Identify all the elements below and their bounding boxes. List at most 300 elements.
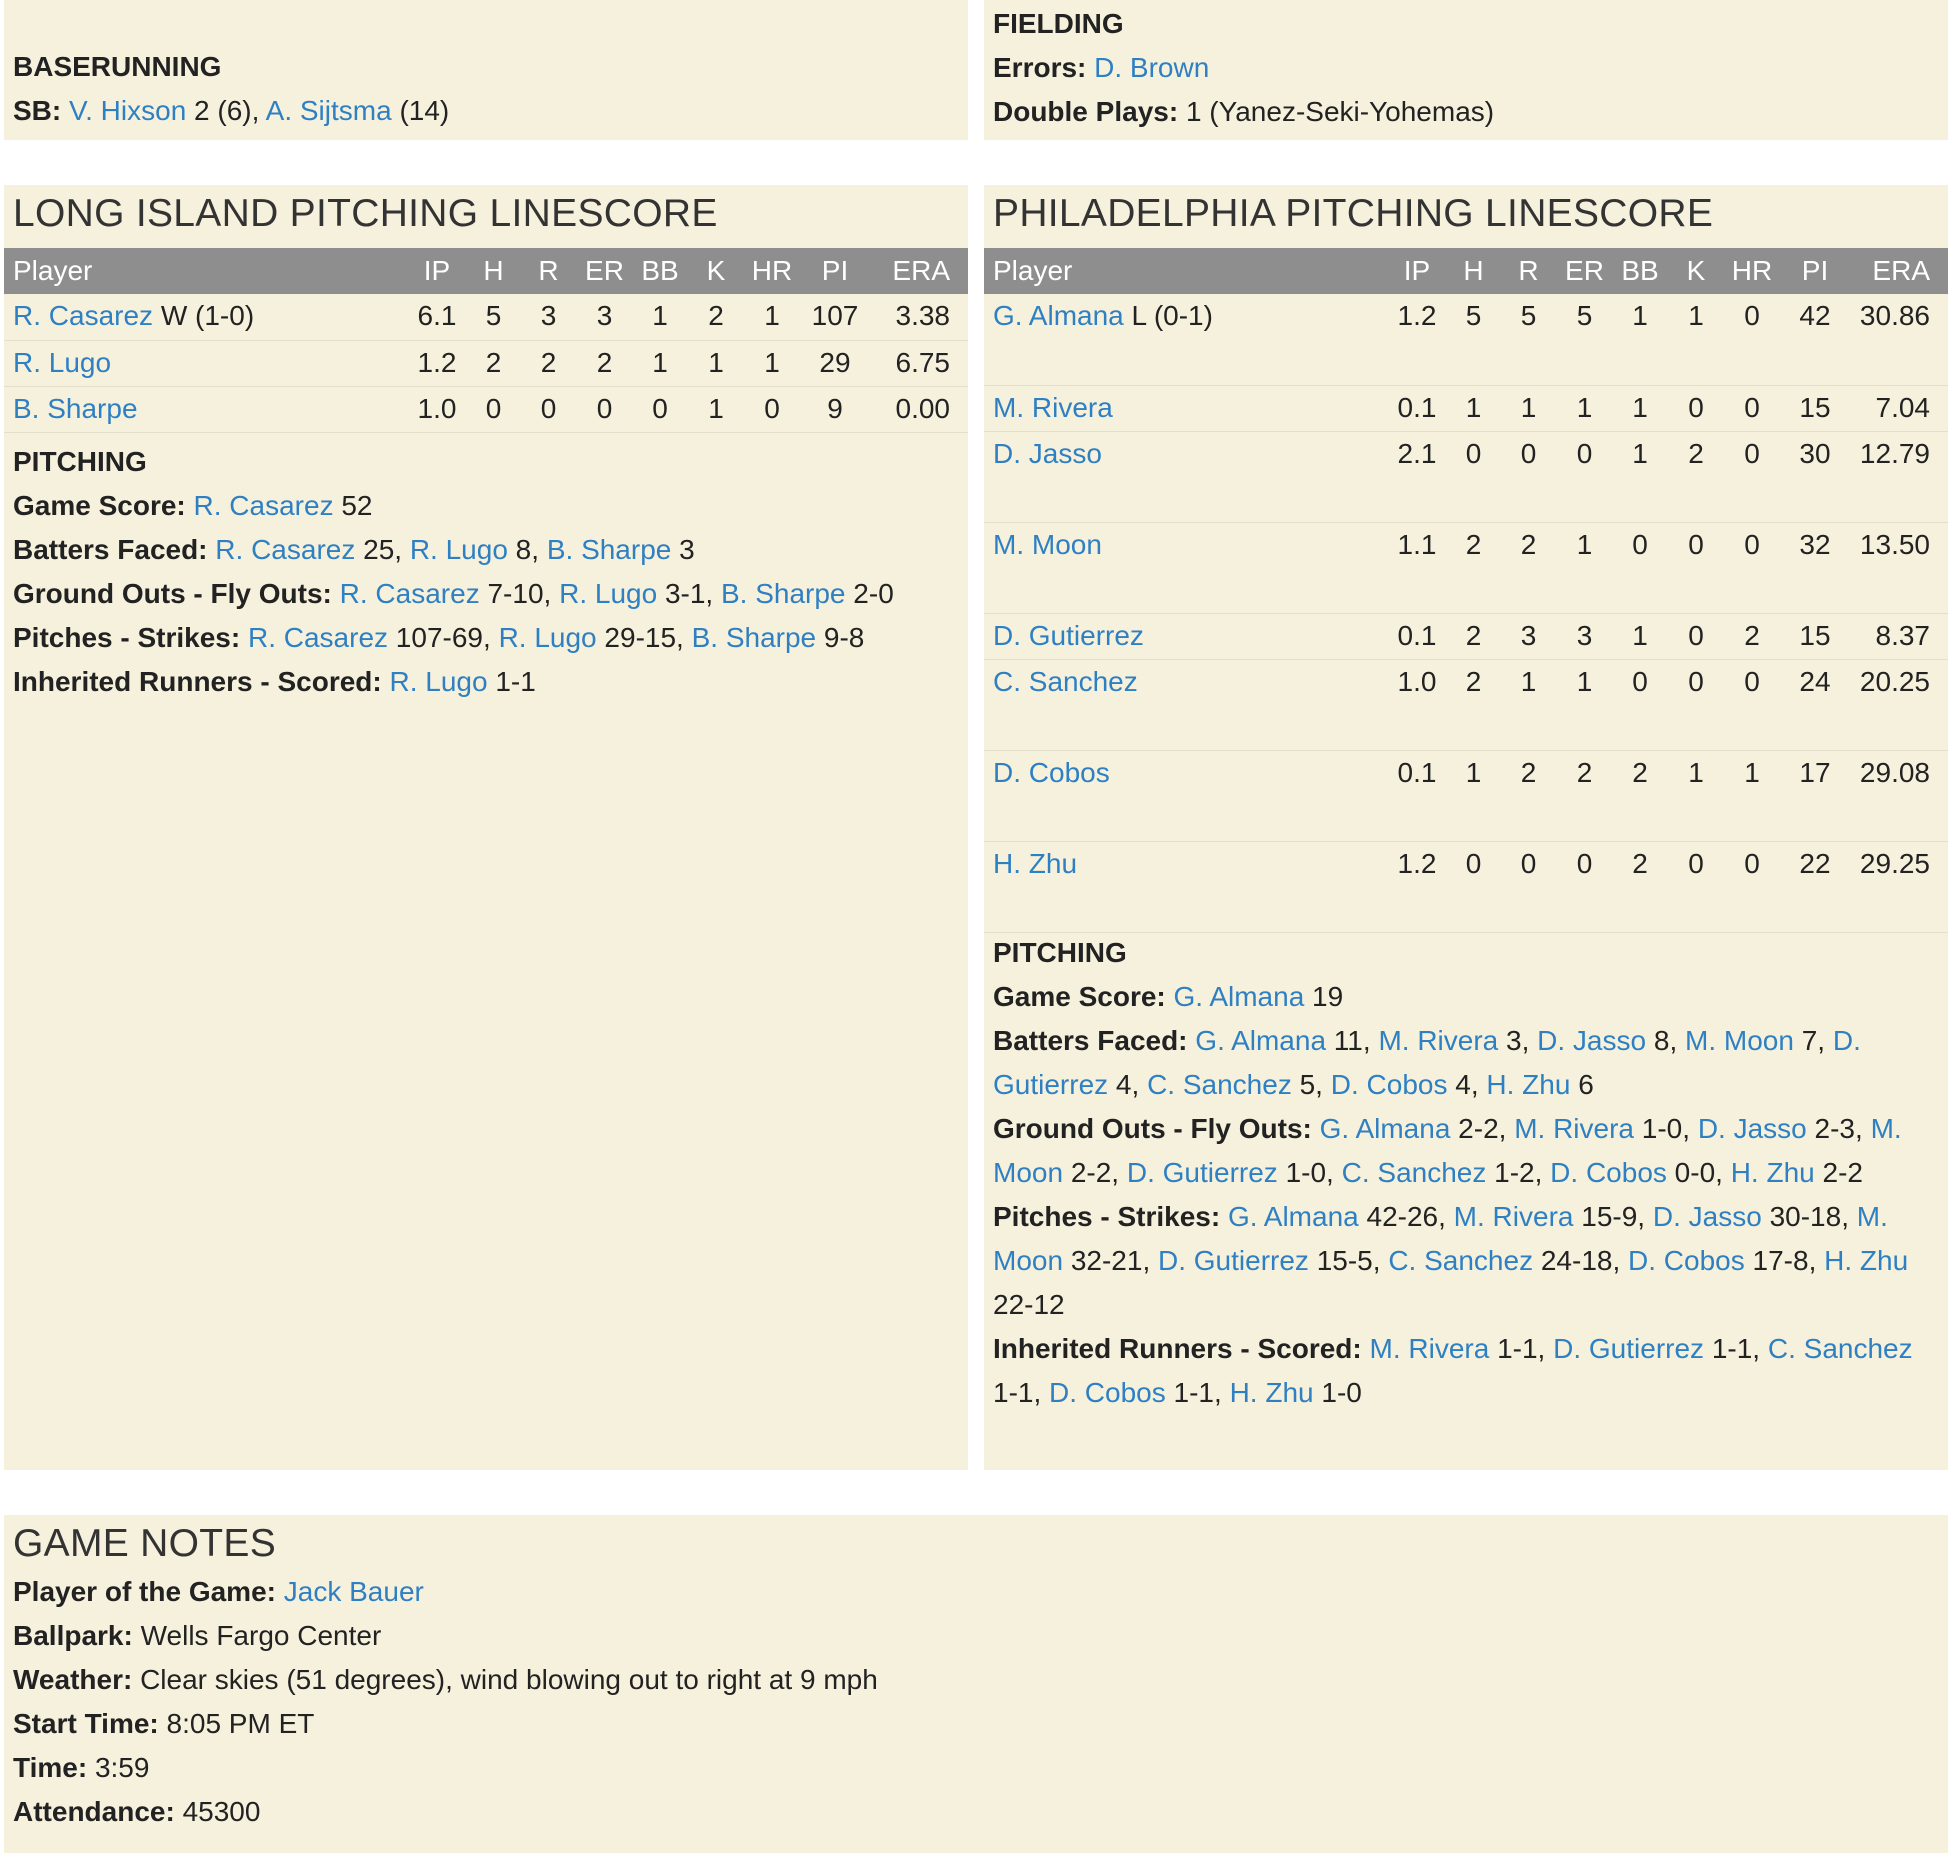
col-bb: BB — [632, 248, 688, 294]
col-player: Player — [984, 248, 1387, 294]
cell-player — [984, 294, 1387, 385]
player-link[interactable]: M. Moon — [993, 1201, 1888, 1276]
cell-er: 1 — [1557, 659, 1612, 750]
long-island-pitching-panel — [4, 185, 968, 1470]
player-link[interactable]: R. Casarez — [215, 534, 356, 565]
col-bb: BB — [1612, 248, 1668, 294]
stat-text: 9-8 — [816, 622, 865, 653]
cell-ip: 1.0 — [1387, 659, 1447, 750]
player-link[interactable]: M. Rivera — [993, 391, 1113, 423]
player-link[interactable]: C. Sanchez — [1341, 1157, 1487, 1188]
double-plays-line — [993, 90, 1938, 134]
duration-line — [13, 1746, 1938, 1790]
stat-text: 32-21, — [1063, 1245, 1158, 1276]
cell-era: 3.38 — [870, 294, 968, 340]
cell-ip: 1.2 — [407, 340, 467, 386]
stat-text: 11, — [1326, 1025, 1379, 1056]
col-player: Player — [4, 248, 407, 294]
cell-k: 2 — [688, 294, 744, 340]
cell-bb: 1 — [1612, 294, 1668, 385]
cell-r: 3 — [1500, 613, 1557, 659]
cell-era: 6.75 — [870, 340, 968, 386]
table-row — [984, 613, 1948, 659]
attendance-label: Attendance: — [13, 1796, 175, 1827]
player-link[interactable]: G. Almana — [1227, 1201, 1359, 1232]
stat-text: 17-8, — [1744, 1245, 1825, 1276]
ballpark-line — [13, 1614, 1938, 1658]
cell-k: 0 — [1668, 522, 1724, 613]
cell-player — [984, 522, 1387, 613]
stat-text: 8, — [507, 534, 547, 565]
stat-text: 4, — [1447, 1069, 1487, 1100]
player-link[interactable]: D. Cobos — [1049, 1377, 1166, 1408]
stat-text: 3, — [1498, 1025, 1538, 1056]
cell-er: 3 — [1557, 613, 1612, 659]
cell-era: 30.86 — [1850, 294, 1948, 385]
col-pi: PI — [800, 248, 870, 294]
start-time-value: 8:05 PM ET — [158, 1708, 315, 1739]
stat-text: 2-0 — [845, 578, 894, 609]
cell-k: 1 — [688, 340, 744, 386]
cell-k: 1 — [1668, 294, 1724, 385]
table-header-row — [4, 248, 968, 294]
cell-bb: 1 — [1612, 613, 1668, 659]
inherited-runners-line — [13, 660, 948, 704]
cell-bb: 0 — [632, 386, 688, 432]
cell-k: 2 — [1668, 431, 1724, 522]
player-link[interactable]: D. Gutierrez — [993, 1025, 1861, 1100]
cell-pi: 107 — [800, 294, 870, 340]
col-era: ERA — [1850, 248, 1948, 294]
stat-text: 7, — [1793, 1025, 1833, 1056]
player-link[interactable]: M. Rivera — [1378, 1025, 1499, 1056]
batters-faced-line — [13, 528, 948, 572]
col-ip: IP — [407, 248, 467, 294]
stat-text: 24-18, — [1533, 1245, 1629, 1276]
stat-text: 1-1 — [487, 666, 536, 697]
cell-era: 7.04 — [1850, 385, 1948, 431]
ground-fly-outs-label: Ground Outs - Fly Outs: — [993, 1113, 1312, 1144]
table-row — [984, 522, 1948, 613]
player-link[interactable]: B. Sharpe — [546, 534, 672, 565]
cell-pi: 32 — [1780, 522, 1850, 613]
cell-h: 5 — [1447, 294, 1500, 385]
table-row — [984, 750, 1948, 841]
ballpark-label: Ballpark: — [13, 1620, 133, 1651]
cell-player — [984, 750, 1387, 841]
col-hr: HR — [744, 248, 800, 294]
stat-text: 22-12 — [993, 1289, 1065, 1320]
baserunning-panel — [4, 0, 968, 140]
player-link[interactable]: Jack Bauer — [283, 1576, 424, 1607]
fielding-heading: FIELDING — [993, 8, 1124, 39]
cell-h: 2 — [1447, 613, 1500, 659]
cell-k: 0 — [1668, 841, 1724, 932]
cell-er: 2 — [577, 340, 632, 386]
cell-ip: 0.1 — [1387, 750, 1447, 841]
stat-text: 15-9, — [1573, 1201, 1653, 1232]
errors-line — [993, 46, 1938, 90]
errors-label: Errors: — [993, 52, 1087, 83]
cell-k: 1 — [1668, 750, 1724, 841]
player-link[interactable]: R. Casarez — [339, 578, 480, 609]
cell-ip: 1.2 — [1387, 294, 1447, 385]
cell-bb: 2 — [1612, 841, 1668, 932]
cell-pi: 30 — [1780, 431, 1850, 522]
cell-bb: 1 — [632, 340, 688, 386]
player-link[interactable]: H. Zhu — [993, 847, 1078, 879]
cell-r: 3 — [520, 294, 577, 340]
cell-player — [984, 841, 1387, 932]
cell-hr: 0 — [1724, 431, 1780, 522]
col-h: H — [1447, 248, 1500, 294]
player-link[interactable]: D. Gutierrez — [1126, 1157, 1278, 1188]
cell-r: 1 — [1500, 385, 1557, 431]
game-score-label: Game Score: — [13, 490, 186, 521]
duration-label: Time: — [13, 1752, 88, 1783]
player-link[interactable]: G. Almana — [1173, 981, 1305, 1012]
player-link[interactable]: R. Lugo — [409, 534, 508, 565]
pitching-heading: PITCHING — [13, 446, 147, 477]
stat-text: 1-0 — [1313, 1377, 1362, 1408]
player-link[interactable]: C. Sanchez — [1388, 1245, 1534, 1276]
cell-ip: 1.2 — [1387, 841, 1447, 932]
player-link[interactable]: M. Moon — [993, 1113, 1902, 1188]
game-notes-panel — [4, 1515, 1948, 1853]
table-header-row — [984, 248, 1948, 294]
cell-k: 0 — [1668, 659, 1724, 750]
cell-pi: 9 — [800, 386, 870, 432]
duration-value: 3:59 — [87, 1752, 150, 1783]
player-link[interactable]: D. Gutierrez — [1553, 1333, 1705, 1364]
ballpark-value: Wells Fargo Center — [132, 1620, 382, 1651]
cell-er: 0 — [577, 386, 632, 432]
cell-era: 13.50 — [1850, 522, 1948, 613]
stat-text: (14) — [391, 95, 450, 126]
player-link[interactable]: D. Jasso — [993, 437, 1102, 469]
cell-pi: 15 — [1780, 613, 1850, 659]
batters-faced-line — [993, 1019, 1928, 1107]
stat-text: 30-18, — [1761, 1201, 1857, 1232]
stat-text: 4, — [1108, 1069, 1148, 1100]
game-notes-title: GAME NOTES — [13, 1522, 277, 1565]
cell-bb: 1 — [632, 294, 688, 340]
table-row — [984, 659, 1948, 750]
pitches-strikes-label: Pitches - Strikes: — [993, 1201, 1221, 1232]
col-er: ER — [1557, 248, 1612, 294]
table-row — [4, 386, 968, 432]
table-row — [984, 385, 1948, 431]
weather-line — [13, 1658, 1938, 1702]
cell-ip: 1.0 — [407, 386, 467, 432]
stat-text: 3-1, — [657, 578, 721, 609]
pitches-strikes-line — [13, 616, 948, 660]
player-link[interactable]: H. Zhu — [1824, 1245, 1909, 1276]
cell-k: 1 — [688, 386, 744, 432]
cell-hr: 0 — [1724, 385, 1780, 431]
cell-bb: 1 — [1612, 431, 1668, 522]
table-row — [984, 294, 1948, 385]
player-link[interactable]: B. Sharpe — [691, 622, 817, 653]
long-island-linescore-table — [4, 248, 968, 433]
stat-text: 1-1, — [1489, 1333, 1554, 1364]
player-link[interactable]: D. Cobos — [1550, 1157, 1667, 1188]
cell-player — [984, 385, 1387, 431]
cell-pi: 22 — [1780, 841, 1850, 932]
stat-text: 52 — [333, 490, 373, 521]
col-pi: PI — [1780, 248, 1850, 294]
cell-r: 0 — [520, 386, 577, 432]
cell-hr: 0 — [744, 386, 800, 432]
cell-bb: 1 — [1612, 385, 1668, 431]
cell-hr: 1 — [1724, 750, 1780, 841]
cell-hr: 2 — [1724, 613, 1780, 659]
player-link[interactable]: D. Gutierrez — [993, 619, 1144, 651]
player-link[interactable]: R. Casarez — [247, 622, 389, 653]
stat-text: 107-69, — [388, 622, 499, 653]
start-time-line — [13, 1702, 1938, 1746]
stolen-bases-line — [13, 89, 958, 133]
player-link[interactable]: R. Lugo — [498, 622, 597, 653]
cell-er: 0 — [1557, 841, 1612, 932]
cell-era: 0.00 — [870, 386, 968, 432]
player-of-game-line — [13, 1570, 1938, 1614]
stat-text: 1-2, — [1486, 1157, 1551, 1188]
player-link[interactable]: R. Lugo — [559, 578, 658, 609]
cell-bb: 2 — [1612, 750, 1668, 841]
batters-faced-label: Batters Faced: — [13, 534, 208, 565]
cell-r: 2 — [520, 340, 577, 386]
player-link[interactable]: H. Zhu — [1730, 1157, 1815, 1188]
cell-h: 0 — [1447, 431, 1500, 522]
game-score-line — [993, 975, 1928, 1019]
inherited-runners-line — [993, 1327, 1928, 1415]
cell-era: 29.25 — [1850, 841, 1948, 932]
inherited-runners-label: Inherited Runners - Scored: — [993, 1333, 1362, 1364]
player-link[interactable]: C. Sanchez — [1767, 1333, 1913, 1364]
player-link[interactable]: B. Sharpe — [13, 392, 138, 424]
cell-er: 1 — [1557, 522, 1612, 613]
col-r: R — [1500, 248, 1557, 294]
table-row — [984, 431, 1948, 522]
cell-player — [984, 613, 1387, 659]
stat-text: 3 — [671, 534, 695, 565]
cell-hr: 1 — [744, 340, 800, 386]
stat-text: 1-1, — [993, 1377, 1050, 1408]
player-link[interactable]: D. Cobos — [1628, 1245, 1745, 1276]
weather-label: Weather: — [13, 1664, 133, 1695]
weather-value: Clear skies (51 degrees), wind blowing out to right at 9 mph — [132, 1664, 878, 1695]
cell-pi: 17 — [1780, 750, 1850, 841]
stat-text: 19 — [1304, 981, 1344, 1012]
stat-text: 1-1, — [1704, 1333, 1768, 1364]
player-link[interactable]: H. Zhu — [1486, 1069, 1571, 1100]
cell-player — [984, 659, 1387, 750]
cell-r: 0 — [1500, 431, 1557, 522]
cell-player — [4, 340, 407, 386]
batters-faced-label: Batters Faced: — [993, 1025, 1188, 1056]
col-er: ER — [577, 248, 632, 294]
player-link[interactable]: D. Cobos — [993, 756, 1110, 788]
pitches-strikes-label: Pitches - Strikes: — [13, 622, 241, 653]
cell-era: 29.08 — [1850, 750, 1948, 841]
cell-h: 5 — [467, 294, 520, 340]
player-link[interactable]: C. Sanchez — [993, 665, 1138, 697]
cell-h: 1 — [1447, 750, 1500, 841]
stat-text: 7-10, — [479, 578, 560, 609]
cell-r: 2 — [1500, 522, 1557, 613]
cell-ip: 0.1 — [1387, 385, 1447, 431]
stat-text: 29-15, — [596, 622, 692, 653]
player-link[interactable]: R. Casarez — [193, 490, 334, 521]
cell-h: 1 — [1447, 385, 1500, 431]
cell-r: 1 — [1500, 659, 1557, 750]
player-link[interactable]: G. Almana — [1195, 1025, 1327, 1056]
player-link[interactable]: H. Zhu — [1229, 1377, 1314, 1408]
col-era: ERA — [870, 248, 968, 294]
player-link[interactable]: C. Sanchez — [1147, 1069, 1292, 1100]
stat-text: 2-2, — [1063, 1157, 1127, 1188]
cell-hr: 0 — [1724, 659, 1780, 750]
cell-pi: 42 — [1780, 294, 1850, 385]
fielding-panel — [984, 0, 1948, 140]
player-link[interactable]: G. Almana — [993, 300, 1124, 331]
cell-h: 2 — [1447, 659, 1500, 750]
cell-era: 20.25 — [1850, 659, 1948, 750]
pitches-strikes-line — [993, 1195, 1928, 1327]
col-k: K — [1668, 248, 1724, 294]
player-link[interactable]: R. Casarez — [13, 300, 154, 331]
cell-h: 0 — [467, 386, 520, 432]
stat-text: 2 (6), — [186, 95, 266, 126]
cell-er: 5 — [1557, 294, 1612, 385]
attendance-value: 45300 — [174, 1796, 261, 1827]
cell-r: 5 — [1500, 294, 1557, 385]
baserunning-heading: BASERUNNING — [13, 51, 222, 82]
col-h: H — [467, 248, 520, 294]
cell-player — [4, 294, 407, 340]
cell-pi: 29 — [800, 340, 870, 386]
decision-text: L (0-1) — [1123, 300, 1213, 331]
long-island-linescore-title: LONG ISLAND PITCHING LINESCORE — [13, 192, 718, 235]
sb-label: SB: — [13, 95, 62, 126]
stat-text: 2-2, — [1450, 1113, 1515, 1144]
table-row — [4, 294, 968, 340]
col-hr: HR — [1724, 248, 1780, 294]
player-link[interactable]: A. Sijtsma — [265, 95, 392, 126]
philadelphia-linescore-table — [984, 248, 1948, 933]
ground-fly-outs-line — [13, 572, 948, 616]
cell-k: 0 — [1668, 385, 1724, 431]
player-link[interactable]: M. Moon — [993, 528, 1102, 560]
double-plays-label: Double Plays: — [993, 96, 1179, 127]
table-row — [984, 841, 1948, 932]
cell-bb: 0 — [1612, 659, 1668, 750]
stat-text: 42-26, — [1358, 1201, 1454, 1232]
cell-hr: 0 — [1724, 841, 1780, 932]
player-link[interactable]: D. Jasso — [1697, 1113, 1807, 1144]
player-link[interactable]: R. Lugo — [389, 666, 488, 697]
cell-er: 3 — [577, 294, 632, 340]
player-link[interactable]: V. Hixson — [69, 95, 187, 126]
decision-text: W (1-0) — [153, 300, 255, 331]
cell-era: 12.79 — [1850, 431, 1948, 522]
philadelphia-pitching-panel — [984, 185, 1948, 1470]
cell-hr: 0 — [1724, 294, 1780, 385]
ground-fly-outs-line — [993, 1107, 1928, 1195]
player-link[interactable]: R. Lugo — [13, 346, 112, 378]
cell-k: 0 — [1668, 613, 1724, 659]
cell-hr: 0 — [1724, 522, 1780, 613]
game-score-label: Game Score: — [993, 981, 1166, 1012]
stat-text: 15-5, — [1308, 1245, 1389, 1276]
cell-r: 2 — [1500, 750, 1557, 841]
stat-text: 0-0, — [1666, 1157, 1731, 1188]
player-link[interactable]: D. Cobos — [1330, 1069, 1448, 1100]
cell-er: 1 — [1557, 385, 1612, 431]
attendance-line — [13, 1790, 1938, 1834]
stat-text: 6 — [1570, 1069, 1594, 1100]
player-link[interactable]: M. Rivera — [1453, 1201, 1574, 1232]
potg-label: Player of the Game: — [13, 1576, 276, 1607]
player-link[interactable]: M. Rivera — [1369, 1333, 1490, 1364]
stat-text: 1-1, — [1165, 1377, 1230, 1408]
col-r: R — [520, 248, 577, 294]
cell-h: 2 — [467, 340, 520, 386]
cell-player — [4, 386, 407, 432]
cell-ip: 1.1 — [1387, 522, 1447, 613]
cell-ip: 0.1 — [1387, 613, 1447, 659]
ground-fly-outs-label: Ground Outs - Fly Outs: — [13, 578, 332, 609]
cell-pi: 24 — [1780, 659, 1850, 750]
stat-text: 1-0, — [1634, 1113, 1698, 1144]
player-link[interactable]: M. Rivera — [1514, 1113, 1634, 1144]
player-link[interactable]: D. Brown — [1094, 52, 1210, 83]
pitching-heading: PITCHING — [993, 937, 1127, 968]
cell-pi: 15 — [1780, 385, 1850, 431]
player-link[interactable]: M. Moon — [1685, 1025, 1794, 1056]
philadelphia-linescore-title: PHILADELPHIA PITCHING LINESCORE — [993, 192, 1714, 235]
player-link[interactable]: D. Jasso — [1652, 1201, 1762, 1232]
cell-ip: 2.1 — [1387, 431, 1447, 522]
player-link[interactable]: B. Sharpe — [720, 578, 846, 609]
cell-bb: 0 — [1612, 522, 1668, 613]
cell-r: 0 — [1500, 841, 1557, 932]
stat-text: 2-2 — [1814, 1157, 1863, 1188]
cell-h: 0 — [1447, 841, 1500, 932]
cell-ip: 6.1 — [407, 294, 467, 340]
cell-hr: 1 — [744, 294, 800, 340]
game-score-line — [13, 484, 948, 528]
player-link[interactable]: D. Gutierrez — [1158, 1245, 1309, 1276]
stat-text: 8, — [1646, 1025, 1686, 1056]
col-ip: IP — [1387, 248, 1447, 294]
double-plays-value: 1 (Yanez-Seki-Yohemas) — [1178, 96, 1495, 127]
stat-text: 25, — [355, 534, 410, 565]
stat-text: 1-0, — [1277, 1157, 1342, 1188]
cell-player — [984, 431, 1387, 522]
cell-h: 2 — [1447, 522, 1500, 613]
inherited-runners-label: Inherited Runners - Scored: — [13, 666, 382, 697]
col-k: K — [688, 248, 744, 294]
stat-text: 5, — [1291, 1069, 1331, 1100]
table-row — [4, 340, 968, 386]
cell-er: 2 — [1557, 750, 1612, 841]
start-time-label: Start Time: — [13, 1708, 159, 1739]
player-link[interactable]: G. Almana — [1319, 1113, 1451, 1144]
stat-text: 2-3, — [1806, 1113, 1871, 1144]
player-link[interactable]: D. Jasso — [1537, 1025, 1647, 1056]
